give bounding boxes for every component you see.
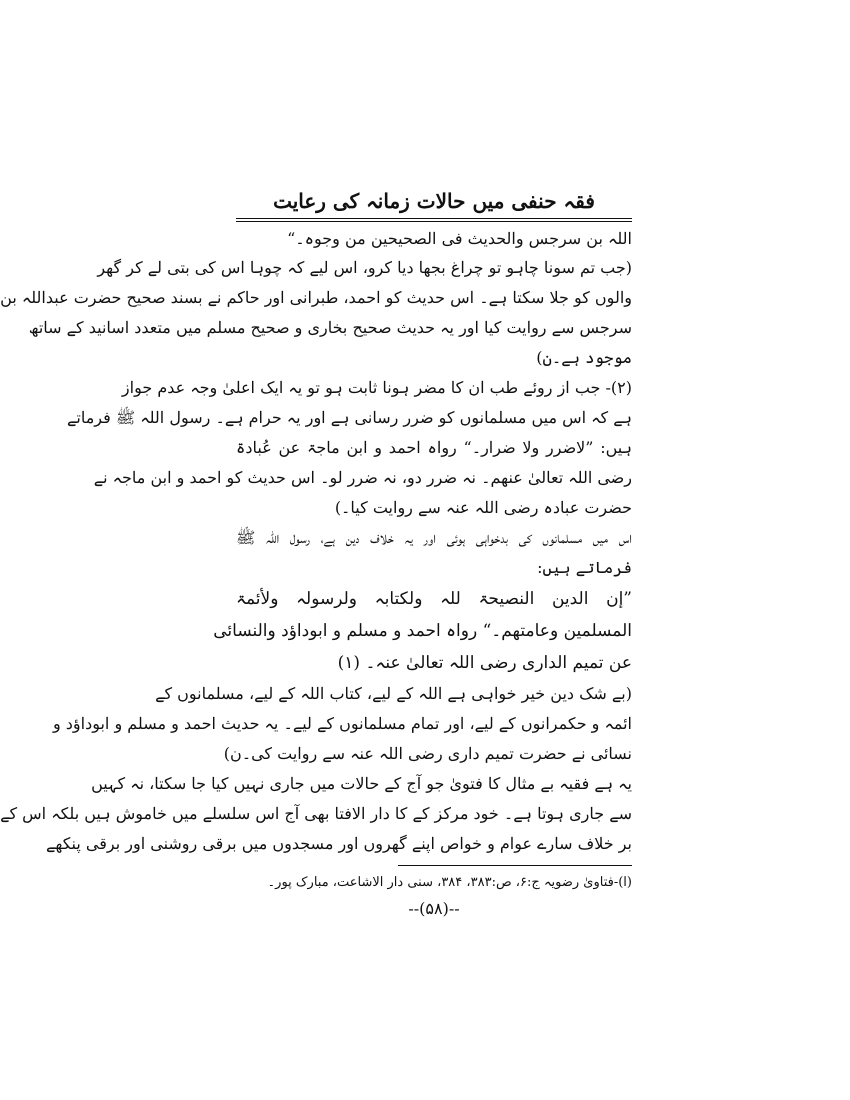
hadith-line: المسلمین وعامتھم۔“ رواہ احمد و مسلم و ابوداؤد والنسائی [213,621,632,641]
text-line: (جب تم سونا چاہو تو چراغ بجھا دیا کرو، اس لیے کہ چوہا اس کی بتی لے کر گھر [97,258,632,277]
header-rule-upper [236,218,632,219]
running-header-title: فقہ حنفی میں حالات زمانہ کی رعایت [273,189,595,213]
text-line: حضرت عبادہ رضی اللہ عنہ سے روایت کیا۔) [334,498,632,517]
header-rule-lower [236,221,632,222]
text-line: اللہ بن سرجس والحدیث فی الصحیحین من وجوہ۔“ [287,229,632,248]
text-line: ہے کہ اس میں مسلمانوں کو ضرر رسانی ہے اور یہ حرام ہے۔ رسول اللہ ﷺ فرماتے [67,408,632,427]
text-line: سرجس سے روایت کیا اور یہ حدیث صحیح بخاری و صحیح مسلم میں متعدد اسانید کے ساتھ [28,318,632,337]
text-line: (۲)- جب از روئے طب ان کا مضر ہونا ثابت ہو تو یہ ایک اعلیٰ وجہ عدم جواز [121,378,632,397]
text-line: ائمہ و حکمرانوں کے لیے، اور تمام مسلمانوں کے لیے۔ یہ حدیث احمد و مسلم و ابوداؤد و [52,714,632,733]
body-text [0,225,633,859]
text-line: یہ ہے فقیہ بے مثال کا فتویٰ جو آج کے حالات میں جاری نہیں کیا جا سکتا، نہ کہیں [91,774,632,793]
text-line: رضی اللہ تعالیٰ عنھم۔ نہ ضرر دو، نہ ضرر لو۔ اس حدیث کو احمد و ابن ماجہ نے [93,468,632,487]
hadith-line: عن تمیم الداری رضی اللہ تعالیٰ عنہ۔ (۱) [337,653,632,673]
text-line: ہیں: ”لاضرر ولا ضرار۔“ رواہ احمد و ابن ماجۃ عن عُبادۃ [236,438,632,457]
text-line: بر خلاف سارے عوام و خواص اپنے گھروں اور مسجدوں میں برقی روشنی اور برقی پنکھے [45,834,632,853]
text-line: سے جاری ہوتا ہے۔ خود مرکز کے کا دار الافتا بھی آج اس سلسلے میں خاموش ہیں بلکہ اس کے [0,804,632,823]
text-line: موجود ہے۔ن) [536,348,632,367]
text-line: اس میں مسلمانوں کی بدخواہی ہوئی اور یہ خلاف دین ہے، رسول اللہ ﷺ [236,528,633,547]
footnote-divider [398,865,632,866]
text-line: نسائی نے حضرت تمیم داری رضی اللہ عنہ سے روایت کی۔ن) [223,744,632,763]
text-line: (بے شک دین خیر خواہی ہے اللہ کے لیے، کتاب اللہ کے لیے، مسلمانوں کے [155,684,632,703]
text-line: فرماتے ہیں: [537,558,632,577]
hadith-line: ”إن الدین النصیحۃ للہ ولکتابہ ولرسولہ ولأئمۃ [236,589,632,609]
text-line: والوں کو جلا سکتا ہے۔ اس حدیث کو احمد، طبرانی اور حاکم نے بسند صحیح حضرت عبداللہ بن [0,288,632,307]
footnote: (ا)-فتاویٰ رضویہ ج:۶، ص:۳۸۳، ۳۸۴، سنی دار الاشاعت، مبارک پور۔ [267,875,632,890]
page-number: --(۵۸)-- [408,899,460,918]
